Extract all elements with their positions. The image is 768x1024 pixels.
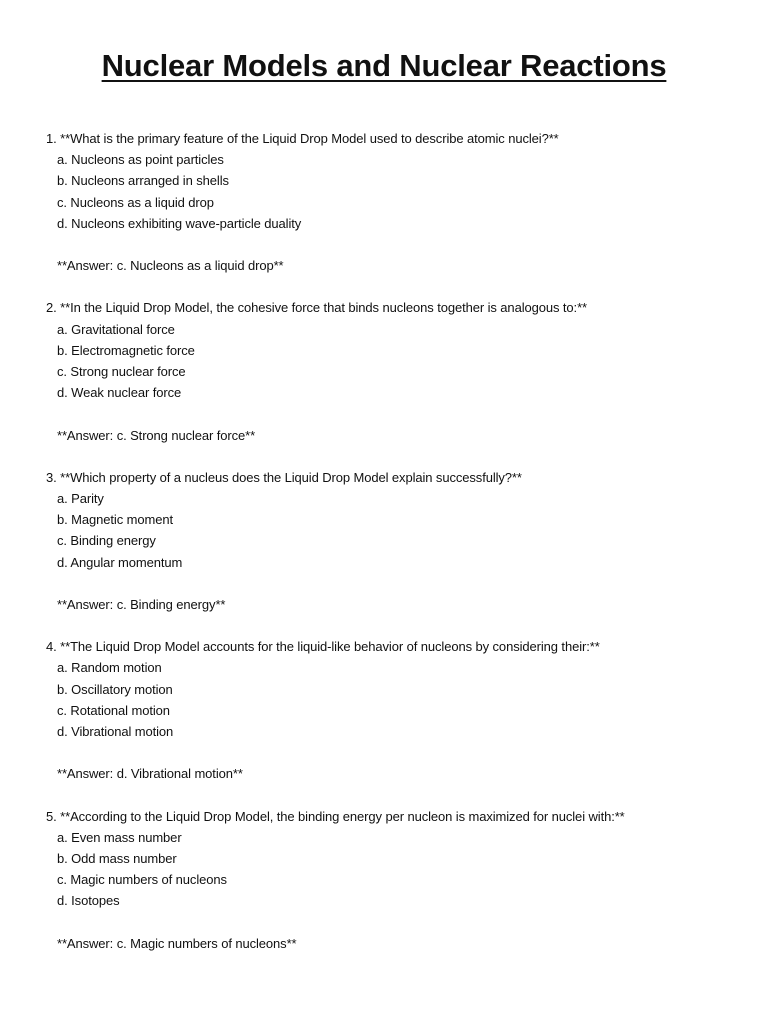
answer-option: a. Gravitational force <box>57 321 175 337</box>
question-list <box>46 128 736 975</box>
answer-option: c. Binding energy <box>57 533 156 549</box>
question-text: 2. **In the Liquid Drop Model, the cohesive force that binds nucleons together is analogous to:** <box>46 300 587 316</box>
correct-answer: **Answer: c. Binding energy** <box>57 597 226 613</box>
answer-option: a. Even mass number <box>57 829 182 845</box>
correct-answer: **Answer: c. Nucleons as a liquid drop** <box>57 258 284 274</box>
question-item <box>46 297 736 445</box>
answer-option: a. Parity <box>57 491 104 507</box>
answer-option: d. Nucleons exhibiting wave-particle duality <box>57 215 302 231</box>
answer-option: b. Nucleons arranged in shells <box>57 173 229 189</box>
correct-answer: **Answer: c. Magic numbers of nucleons** <box>57 935 297 951</box>
correct-answer: **Answer: d. Vibrational motion** <box>57 766 243 782</box>
question-text: 1. **What is the primary feature of the Liquid Drop Model used to describe atomic nuclei?** <box>46 131 559 146</box>
answer-option: b. Oscillatory motion <box>57 681 173 697</box>
correct-answer: **Answer: c. Strong nuclear force** <box>57 427 256 443</box>
answer-option: d. Vibrational motion <box>57 724 174 740</box>
answer-option: c. Rotational motion <box>57 702 170 718</box>
question-text: 5. **According to the Liquid Drop Model, the binding energy per nucleon is maximized for nuclei with:** <box>46 808 625 824</box>
answer-option: a. Random motion <box>57 660 162 676</box>
answer-option: b. Odd mass number <box>57 851 177 867</box>
question-item <box>46 467 736 615</box>
answer-option: d. Isotopes <box>57 893 120 909</box>
page-title: Nuclear Models and Nuclear Reactions <box>101 48 667 83</box>
answer-option: b. Electromagnetic force <box>57 342 195 358</box>
answer-option: c. Nucleons as a liquid drop <box>57 194 214 210</box>
question-item <box>46 806 736 954</box>
answer-option: d. Weak nuclear force <box>57 385 182 401</box>
question-text: 4. **The Liquid Drop Model accounts for the liquid-like behavior of nucleons by considering their:** <box>46 639 600 655</box>
answer-option: c. Strong nuclear force <box>57 364 186 380</box>
question-item <box>46 128 736 276</box>
answer-option: d. Angular momentum <box>57 554 183 570</box>
answer-option: a. Nucleons as point particles <box>57 152 224 168</box>
answer-option: c. Magic numbers of nucleons <box>57 872 227 888</box>
question-item <box>46 636 736 784</box>
answer-option: b. Magnetic moment <box>57 512 173 528</box>
question-text: 3. **Which property of a nucleus does the Liquid Drop Model explain successfully?** <box>46 469 522 485</box>
